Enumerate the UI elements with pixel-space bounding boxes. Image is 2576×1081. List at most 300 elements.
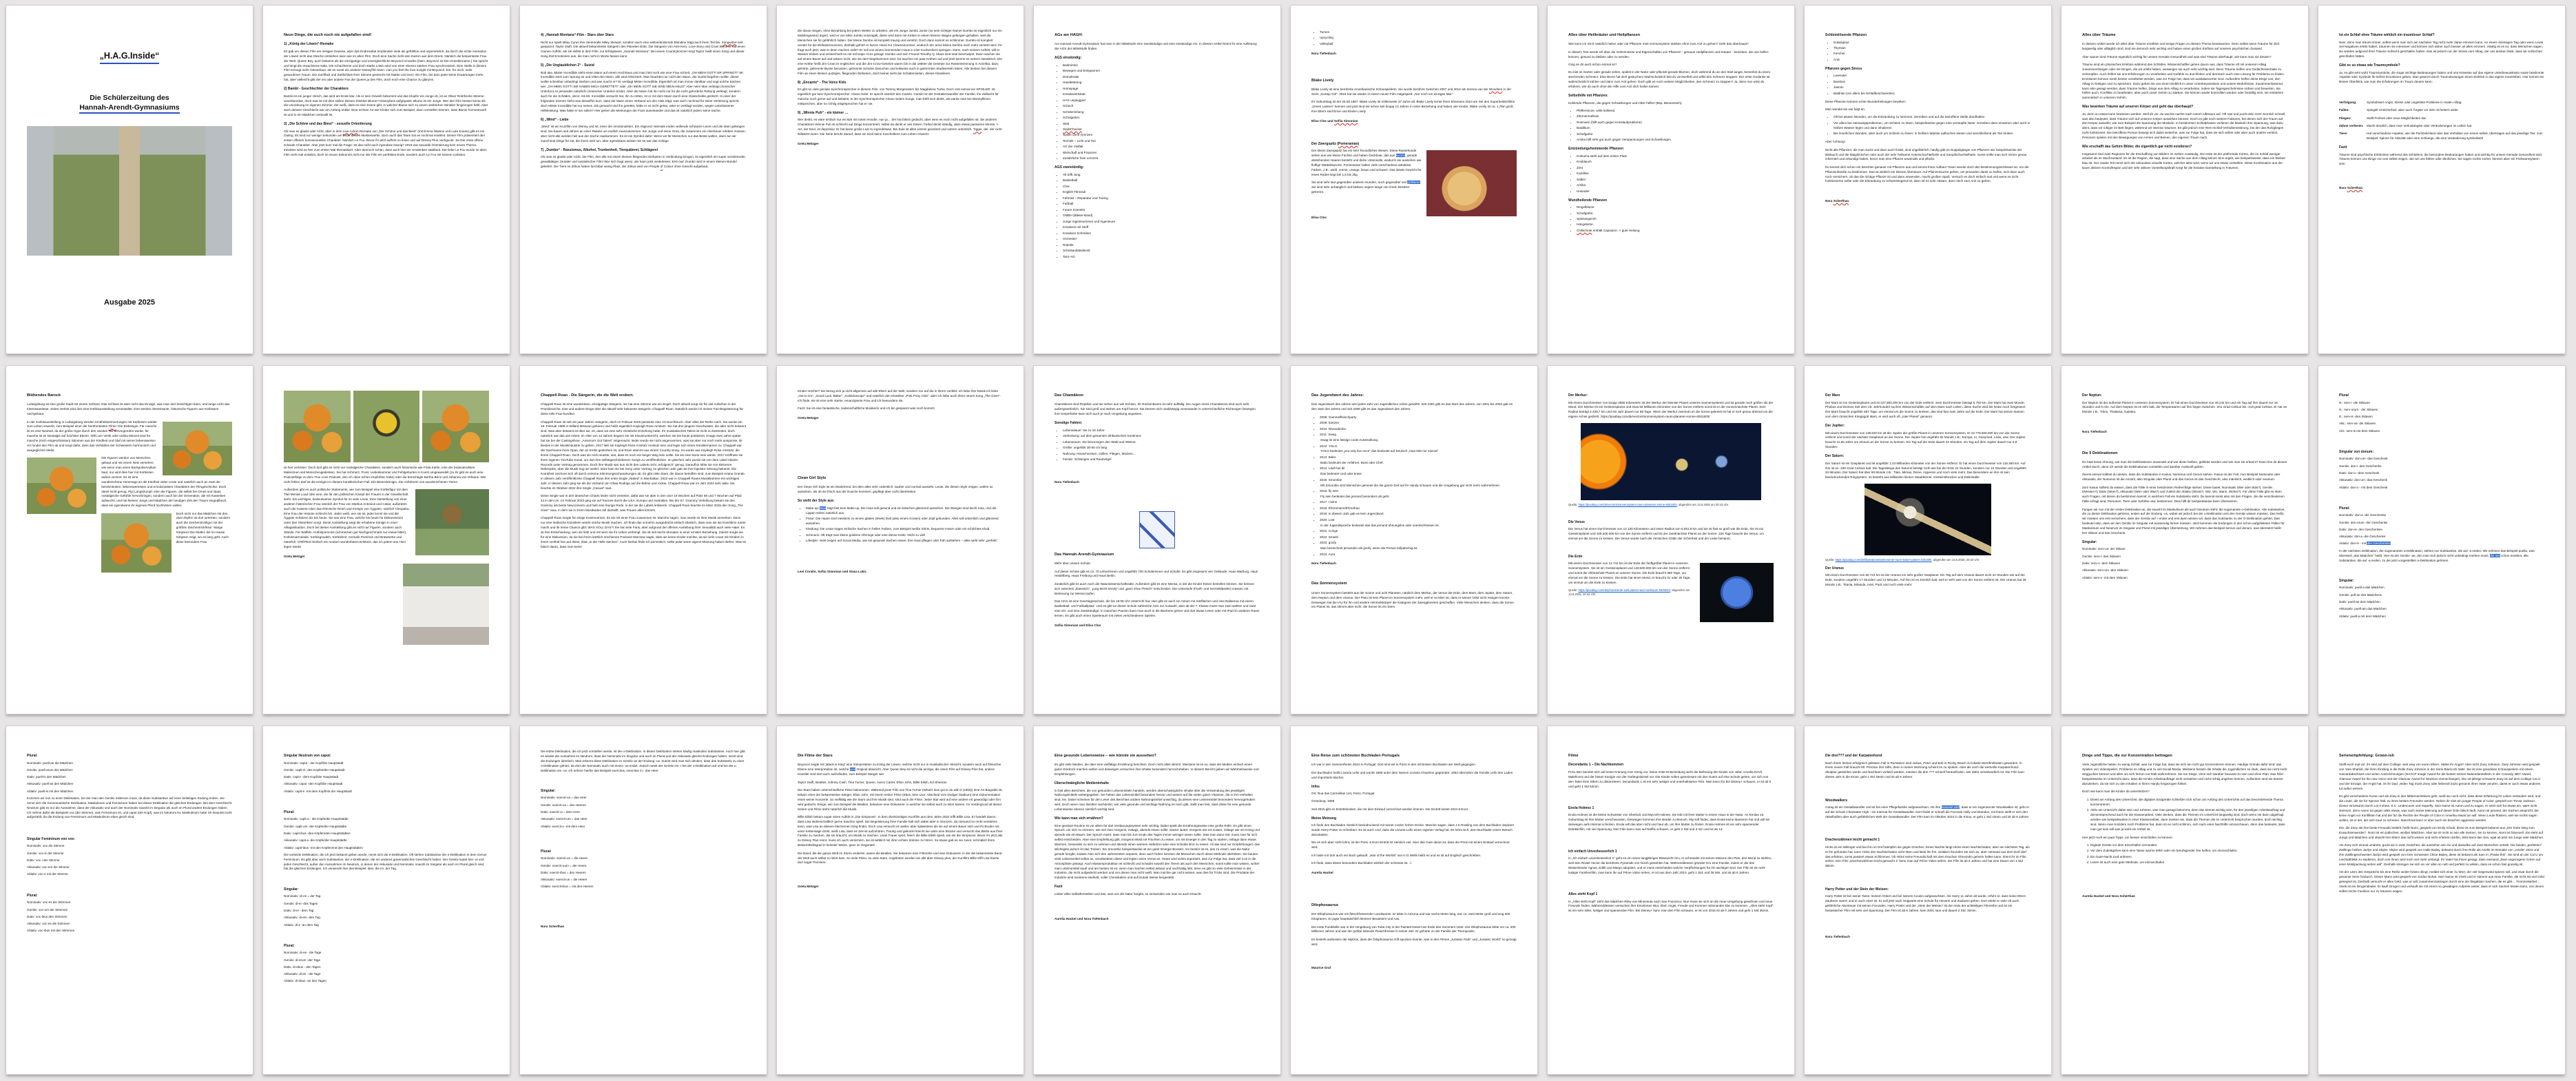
list-item: • Schulsanitätsdienst [1063,249,1260,254]
paragraph: Chamäleons sind Reptilien und sie sehen aus wie Echsen. Ihr Rückenkamm ist sehr auffällig. Die Augen eines Chamäleons sind auch sehr außergewöhnlich. Sie sind groß und stehen am Kopf hervor. Sie können sich unabhängig voneinander in unterschiedliche Richtungen bewegen. Ihre Körperfarbe kann sich auch je nach Umgebung anpassen. [1055,402,1256,416]
paragraph: Gründung: 1869 [1311,799,1335,803]
table-line: Ablativ: puell-is mit den Mädchen [27,789,74,793]
paragraph: Harry Potter ist bei seiner Tante, seinem Onkel und bei seinem Cousin aufgewachsen. Als Harry 11 Jahre alt wurde, erfuhr er, dass seine Eltern Zauberer waren und er auch einer ist. Er soll jetzt nach Hogwarts eine Schule für Hexerei und Zauberei gehen. Dort erlebt er viele oft auch gefährliche Abenteuer mit seinen Freunden. Harry Potter und der „Stein der Weisen“ ist der erste der achtteiligen Filmreihe und ist ein fantastischer Film mit sehr viel Spannung. Der Film ist ab 6 Jahren, kam 2001 raus und dauert 2 Std. 32min. [1825,894,2026,912]
spacer [1311,569,1517,577]
paragraph: Träume sind ein physisches Erlebnis während des Schlafes. Wissenschaftler gehen davon aus, dass Träume oft mit unserem Alltag zusammenhängen oder mit Dingen, die wir erlebt haben, weswegen sie auch sehr wichtig sind. Denn Träume helfen uns Gedächtnisinhalte zu verknüpfen. Auch helfen sie uns Erfahrungen zu verarbeiten und Gefühle zu durchleben und demnach auch eine Lösung für Probleme zu finden. Emotionen können somit besser verarbeitet werden, was zur Folge hat, dass wir ausbalancierter sind. Außerdem helfen diese Dinge uns, den Alltag zu festigen und zu speichern. Dazu geben sie uns einen Einblick in unser Unterbewusstsein und unsere Bedürfnisse. Zusammenfassend kann also gesagt werden, dass Träume helfen, Dinge aus dem Alltag zu verarbeiten, indem sie Tagesgeschehnisse ordnen und bewerten. Sie helfen auch, Konflikte zu bearbeiten, aber auch unser Gehirn zu stärken. Sie können weder kontrolliert werden oder freiwillig sein, sie entstehen automatisch in unserem Gehirn. [2082,63,2285,100]
article-heading: Dilophosaurus [1311,903,1339,907]
paragraph: Ich finde, dass dieser besondere Buchladen wirklich der schönste ist. ☺ [1311,861,1413,865]
table-line: Ablativ: capit-e -mit dem Kopf/mit der Hauptstadt [284,789,352,793]
list-item: • Holunder [1577,189,1774,194]
definition-term: Zähne verlieren: [2339,123,2364,127]
article-heading: Alles steht Kopf 1 [1568,892,1598,897]
page-r1c7[interactable] [1548,6,1794,353]
page-r1c9[interactable] [2061,6,2308,353]
paragraph: Kommen wir nun zu einer Deklination, bei der man den Genitiv mitlernen muss, da diese Substantive auf einer beliebigen Endung enden. Sie nennt sich die Konsonantische Deklination. Maskulinum und Femininum haben bei dieser Deklination die gleichen Endungen. Bei dem Geschlecht Neutrum gibt es nur die Ausnahme, dass der Akkusativ und auch der Nominativ sowohl im Singular als auch im Plural andere Endungen haben. Ich nehme dafür die Beispiele vox (die Stimme), was Femininum ist, und caput (der Kopf), was im Neutrum ist. Maskulinum habe ich bewusst nicht aufgezählt, da die Endung von Femininum und Maskulinum eben gleich sind. [27,796,232,819]
spacer [1055,466,1260,475]
highlighted-text: kurzen [1395,154,1406,158]
list-item: • Verbreitung: auf dem gesamten afrikanischen Kontinent. [1063,434,1260,439]
article-heading: Chappell Roan - Die Sängerin, die die Welt erobert. [541,393,634,398]
page-r2c9[interactable] [2061,366,2308,714]
spacer [1311,59,1517,74]
article-heading: 3) „Die Schöne und das Biest“ - sexuelle Orientierung [284,122,372,127]
paragraph: Die erste Fundstelle war in der Umgebung von Tuba City in der Painted Desert am Ende des Sommers 1942. Der Dilophosaurus lebte vor ca. 200 Millionen Jahren und war der größte lebende Fleischfresser in seiner Zeit. Er gehörte zu der Familie der Theropoden. [1311,925,1516,934]
paragraph: Kühlende Pflanzen, die gegen Schwellungen und Hitze helfen (Bsp. Bienenstich): [1568,101,1683,105]
article-heading: Singular: [2082,539,2097,544]
article-heading: Fazit [2339,145,2347,150]
table-line: Nominativ: don-a -die Geschenke [2339,513,2387,517]
definition-term: Fliegen: [2339,116,2351,120]
paragraph: Es gibt verschiedene Kurse und als Zoey in den Mitternachtskurs geht, weiß sie noch nicht, dass diese Erfahrung ihr Leben verändern wird, und die Leute, die sie für Spinner hält, zu ihren besten Freunden werden. Neben ihr sitzt ein junger People of Color, gespielt von Trevor Jackson. Dieser ist bekannt durch Let it shine, K.C. Undercover und Superfly. Sein Name ist Aaron und zu sagen, er setzt sich für etwas ein, wäre nicht stimmen, denn Aaron tut gegen alles etwas, was nach seiner Meinung auf dieser Erde falsch läuft. Aaron ist jemand, der Sachen anspricht, der keine Angst vor Konflikten hat und der für die Rechte der People of Color in Amerika etwas tun will. Wenn Leute flüstern, weil sie nichts sagen wollen, ist er der, der sich traut zu schreien. Manchmal kann er aber auch ein bisschen aggressiv werden. [2339,794,2541,822]
paragraph: Mit einem Durchmesser von 50.724 km ist der Uranus ein sehr großer Gasplanet. Ein Tag auf dem Uranus dauert nicht 24 Stunden wie auf der Erde, sondern ungefähr 17 Stunden und 14 Minuten. Auf ihm ist es ziemlich kalt, weil er sehr weit von der Sonne entfernt ist. Der Uranus hat 28 Monde z.B.: Titania, Miranda, Ariel, Puck und noch viele mehr. [1825,573,2026,587]
article-heading: 9) „Winnie Puh“ - ein kleiner … [798,110,849,115]
declension-table [27,761,232,794]
source-line: Quelle: https://pixabay.com/de/photos/erde-welt-planet-raum-weltraum-5593843, abgerufen am 13.6.2025, 20:42 Uhr [1568,588,1690,597]
paragraph: Als Zoey sich einmal umdreht, guckt sie in zwei Gesichter, die aussehen wie ein und dasselbe auf zwei Menschen verteilt. Die beiden „perfekten“ Zwillinge heißen Jazlyn und Skyler. Skyler wird gespielt von Halle Bailey, bekannt durch ihre Rolle als Arielle im Remake von „Arielle“ 2023 und ihre Zwillingsschwester Jazlyn wird gespielt von ihrer Schwester Chloe Bailey, diese ist bekannt als Sam in „Praise this“. Sie sind an der Cal U um Leichtathletik zu studieren, doch von ihnen wird noch viel mehr verlangt. Ihr Vater hat ihnen gesagt, dass niemand „Zwei ungezogene Gören auf einer Müslipackung sehen will“. Deshalb strengen sie sich an vor allen so nett und perfekt zu wirken, dass es schon fast gruselig ist. [2339,843,2544,866]
list-item: • Schafgarbe [1577,132,1774,137]
author-signature: Aurelia Hackel [1311,870,1333,874]
spacer [1568,878,1774,888]
table-line: Nominativ: serv-us- der Sklave [2082,547,2126,551]
paragraph: Doch nicht nur das Mädchen mit den zwei Zöpfen ist dort vertreten, sondern auch die Zeichentrickfigur mit der größten Zeichentrickfrisur: Marge Simpson! Die Mutter, die im Hause Simpson zeigt, wo es lang geht. Auch diese besondere Frau [176,511,231,544]
list-item: • Größe: ungefähr 30-50 cm lang [1063,446,1260,451]
definition-row [2339,108,2544,113]
list-item: • 2016: fly sein Fly sein bedeutet das jemand besonders ab geht. [1320,489,1517,500]
paragraph: Mehr über unsere Schule: [1055,562,1091,566]
paragraph: Es besteht außerdem der Mythos, dass der Dilophosaurus Gift spucken konnte, was in den Filmen „Jurassic Park“ und „Jurassic World“ so gezeigt wird. [1311,937,1517,946]
author-signature: Nora Scherthan [2339,185,2363,189]
table-line: Nominativ: voc-es die Stimmen [27,900,71,905]
paragraph: Fazit: Sie ist eine fantastische, leidenschaftliche Musikerin und ich bin gespannt was noch kommt! [798,406,935,411]
page-r1c5[interactable] [1034,6,1280,353]
author-signature: Nora Tiefenbach [1311,51,1336,55]
page-r3c3[interactable] [520,726,767,1074]
table-line: Dativ: voc-ibus den Stimmen [27,914,67,918]
table-line: Ablativ: don-is - mit den Geschenken [2339,542,2391,546]
paragraph: ist hier vertreten. Doch dort gibt es nicht nur nostalgische Charaktere, sondern auch historische wie Frida Kahlo, eine der bedeutendsten Malerinnen seit Menschengedenken. Sie hat Schmerz, Frust, Liebeskummer und Fehlgeburten in Kunst umgewandelt (zu ihr gibt es auch eine Podcastfolge zu dem True Love Podcast, den ich oben schon empfohlen habe) oder die berüchtigte Bertha Benz und Johanna von Orleans. Wer nicht fehlen darf ist die Königin! In diesem künstlerischen Fall: Die Bienenkönigin. Die Anführerin von wunderschönen Tieren. [284,466,486,484]
declension-table [2339,401,2544,434]
article-heading: Die Venus [1568,519,1585,524]
paragraph: Chappell Roan ist eine wunderbare, einzigartige Sängerin, sie hat eine Stimme wie ein Engel. Doch aktuell sorgt sie für viel Aufsehen in der Promibranche. Das und andere Dinge über die aktuell sehr bekannte Sängerin: Chappell Roan. Natürlich werde ich meiner Fan-Begeisterung für diese tolle Frau kundtun. [541,402,743,416]
page-r2c7[interactable] [1548,366,1794,714]
paragraph: In der nächsten Deklination, der sogenannten a-Deklination, stehen nur Substantive, die auf -a enden. Wir nehmen das Beispiel puella, was übersetzt „das Mädchen“ heißt. Hier ist der Genitiv -ae, den man sich jedoch nicht unbedingt merken muss, der wie schon erwähnt, alle Substantive, die auf -a enden, zu der jetzt vorgestellten a-Deklination gehören. [2339,548,2535,562]
list-item: • Make-up: Man trägt fast kein Make-up. Die Haut soll gesund und ein bisschen glänzend aussehen. Die Wangen sind leicht rosa, und die Lippen sehen natürlich aus. [806,506,1003,516]
list-item: • Frisur: Die Haare sind meistens zu einem glatten (sleek) Dutt (also einem Knoten) oder Zopf gebunden. Alles soll ordentlich und glänzend aussehen. [806,517,1003,526]
page-r3c6[interactable] [1291,726,1537,1074]
page-r2c10[interactable] [2318,366,2565,714]
page-r2c4[interactable] [777,366,1024,714]
page-r1c6[interactable] [1291,6,1537,353]
list [1825,41,2030,63]
table-line: Akk.: serv-os- die Sklaven [2339,422,2376,426]
list-item: • Salbei [1577,178,1774,183]
list-item: • 2009: hartzen [1320,421,1517,426]
article-heading: Der Saturn: [1825,454,1845,459]
list [1311,30,1517,47]
page-r2c6[interactable] [1291,366,1537,714]
definition-row [2339,101,2544,105]
paragraph: Eine gewisse Routine ist vor allem für das Verdauungssystem sehr wichtig. Dabei spielt die Ernährungsweise eine große Rolle. Es gibt einen Spruch, um sich zu erinnern, wie viel man morgens, mittags, abends essen sollte. Dieser lautet: morgens wie ein Kaiser, mittags wie ein König und abends wie ein Bauer. Der Spruch meint, dass man bis zum Ende des Tages immer weniger essen sollte. Was man dann isst, muss man für sich selbst entscheiden. Aber eine Empfehlung gibt, morgens Müsli mit Früchten zu essen, um mit Energie in den Tag zu starten, mittags dann etwas Warmes, Gesundes zu sich zu nehmen und abends einen warmen Haferbrei oder eine Scheibe Brot zu essen. All das sind nur Empfehlungen, das Wichtigste jedoch ist das Trinken. Ein Smoothie beispielsweise ist ein guter Energie-Booster. Am besten ist es, das zu essen, was die Natur gerade hergibt, sodass man sich den Jahreszeiten anpasst, denn auch früher konnten die Menschen durch diese Methode überleben. Sie bauten viele Lebensmittel selbst an, verarbeiteten diese und legten einen Vorrat an. Heute wird vieles importiert, was zur Folge hat, dass viel Co2 in die Atmosphäre gelangt. Auch Massenproduktion ist schlecht und schadet sowohl den Tieren als auch den Menschen, somit sollte man wissen, woher man Lebensmittel kauft und am besten ist es, wenn man Sachen selbst anbaut und nachhaltig lebt, denn es gibt so viele Geheimnisse in der Industrie, die nicht aufgedeckt werden und von denen man nicht weiß. Man möchte gar nicht wissen, was dies für Tricks sind. Die Produkte der Industrie sind meistens ekelhaft, voller Chemikalien und auf brutale Weise hergestellt. [1055,823,1260,880]
list [1825,115,2030,136]
table-line: Akkusativ: voc-em die Stimme [27,865,70,869]
article-heading: Singular: [284,887,299,892]
paragraph: Beyoncé zeigte mit „Black is King“ eine Interpretation zu König der Löwen, welche nicht nur in musikalischer Hinsicht, sondern auch auf filmischer Ebene eine Interpretation ist, welche vom Original abweicht. Aber Queen Bey ist nicht die einzige, die einen Film auf Disney Plus hat, andere Künstler sind dort auch aufzufinden, zum Beispiel Sänger wie: [798,763,1001,776]
list-item: • 2015: Smombie Mit Smombie sind Menschen gemeint die die ganze Zeit auf ihr Handy schauen und die Umgebung gar nicht mehr wahrnehmen. [1320,478,1517,488]
table-line: Akkusativ: exercit-us = die Heere [541,878,588,882]
list [1055,429,1260,462]
paragraph: Diese Pflanzen können echte Wunderheilungen bewirken [1825,99,1906,103]
declension-table [2339,457,2544,490]
list-item: • Zusätzliche freie Lernzeit [1063,156,1260,161]
list [1055,173,1260,260]
declension-table [2082,547,2287,580]
list-item: • Rosmarin (hilft auch gegen Kreislaufprobleme) [1577,121,1774,125]
page-r3c7[interactable] [1548,726,1794,1074]
paragraph: Insgesamt sind zwei Regionen für die Erschaffung von Bildern im Gehirn zuständig. Die erste ist der präfrontale Kortex, der im Schlaf weniger arbeitet als im Wachzustand. Es ist die Region, die sagt, dass eine Sache aus dem Alltag keinen Sinn ergibt, wie beispielsweise, dass ein Elefant blau ist. Der zweite Teil nennt sich der sekundäre visuelle Kortex, welcher aktiv wird, wenn wir uns etwas vorstellen. Diese Kombination aus der kaum aktiven Kontrollregion und der sehr aktiven Vorstellungskraft sorgt für die kreative Darstellung in Träumen. [2082,152,2285,170]
list-item: • AG der Vielfalt [1063,145,1260,150]
page-r3c2[interactable] [263,726,510,1074]
page-r2c8[interactable] [1805,366,2051,714]
table-line: Ablativ: serv-o -mit dem Sklaven [2082,575,2128,579]
spacer [1311,878,1517,899]
paragraph: Die vorletzte Deklination, die ich jetzt bekannt geben werde, nennt sich die e-Deklination. Oft stehen Substantive der e-Deklination in dem Genus Femininum. Es gibt aber auch Substantive, der e-Deklination, die ein anderes grammatisches Geschlecht haben. Der Genitiv lautet hier -ei und jedes Geschlecht, außer den Ausnahmen im Neutrum, in denen der Akkusativ und Nominativ, sowohl im Singular als auch im Plural gleich sind, hat die gleichen Endungen. Ich verwende hier das Beispiel: dies, die im. der Tag. [284,852,487,871]
page-r2c3[interactable] [520,366,767,714]
spacer [1311,950,1517,961]
page-r1c2[interactable] [263,6,510,353]
list-item: • English Filmclub [1063,190,1260,195]
paragraph: Das HAG ist eine Ganztagesschule, die bis 16:08 Uhr Unterricht hat. Hier gibt es auch ein Atrium mit Sitzflächen und eine Ballarena mit einem Basketball- und Fußballplatz. Und es gibt an dieser Schule zahlreiche AGs zur Auswahl, aber ab der 7. Klasse muss man zwei wählen und zwar eine ein- und eine zweistündige. In manchen Pausen kann man auch in die Bücherei gehen und dort etwas Lesen oder mit iPad im anderen Raum lernen. Es gibt auch einen Spieleraum mit vielen verschiedenen Spielen. [1055,599,1260,617]
table-line: Dativ: di-ebus - den Tagen [284,965,321,969]
list-item: • Skat [1063,122,1260,127]
paragraph: Die Venus hat einen Durchmesser von 12.100 Kilometern und einen Radius von 6.051,8 km und sie ist fast so groß wie die Erde. Sie ist ein Gesteinsplanet und 108.200.000 km von der Sonne entfernt und ist der zweitnächste Planet an der Sonne. 225 Tage braucht die Venus, um einmal um die Sonne zu kreisen. Die Venus wurde nach der römischen Göttin der Schönheit und der Liebe benannt. [1568,527,1764,541]
paragraph: Ort: Rua das Carmelitas 144, Porto, Portugal [1311,792,1375,796]
list [1311,415,1517,557]
list-item: • Fahrrad – Reparatur und Tuning [1063,196,1260,201]
article-heading: Das Chamäleon [1055,393,1083,398]
photo-pumpkin-bee [353,391,420,462]
spacer [2339,566,2544,575]
paragraph: Nicht nur spielt Miley Cyrus ihre Serienrolle Miley Stewart, sondern auch eine weltverändernde Blondine trägt auch ihren Teil bei, Songwriter-seit gespannt: Taylor Swift. Die aktuell bekannteste Sängerin des Planeten Erde. Die Sängerin von Anti-Hero, Love-Story und Cruel Summer hat einen Cameo-Auftritt, als sie selbst in dem Film, zur Erfolgsserie „Hannah Montana“. Bei einem Countrykonzert singt Taylor Swift einen Song und dieser Song löst Emotionen aus, die man nicht in Worte fassen kann. [541,40,745,59]
article-heading: Der Mars [1825,393,1840,398]
list-item: • Lebensraum: Sie bevorzugen den Wald und Wärme. [1063,440,1260,445]
page-r1c8[interactable] [1805,6,2051,353]
table-line: Nominativ: don-um -das Geschenk [2339,457,2388,461]
declension-table [2339,513,2544,546]
spacer [27,823,232,833]
photo-pumpkin-olaf [27,457,96,514]
table-line: Dativ: serv-o -dem Sklaven [2082,561,2121,565]
page-r2c1[interactable] [6,366,253,714]
table-line: Dativ: capit-ibus -den Köpfen/den Hauptstädten [284,831,351,835]
page-r2c2[interactable] [263,366,510,714]
list-item: • Badminton [1063,63,1260,68]
list-item: • Spitzwegerich [1577,217,1774,222]
article-heading: Der Zwergspitz (Pomeranian) [1311,141,1360,146]
list-item: • Kurkuma steht auf dem ersten Platz [1577,154,1774,159]
page-r1c3[interactable] [520,6,767,353]
list-item: • Handlettering [1063,81,1260,85]
list-item: • Kreatives Schreiben [1063,231,1260,236]
list-item: • Feinde: Schlangen und Raubvögel [1063,457,1260,462]
page-r3c1[interactable] [6,726,253,1074]
table-line: Dativ: capit-i -dem Kopf/der Hauptstadt [284,775,339,779]
misspelled-text: Filme [108,424,116,429]
list [1825,74,2030,96]
list-item: • Kamillen [1577,172,1774,176]
article-heading: Die drei??? und der Karpatenhund [1825,754,1882,758]
paragraph: Kinder möchte? Sie bezog sich ja nicht allgemein auf alle Eltern auf der Welt, sondern nur auf die in ihrem Umfeld. Ich liebe ihre Musik ich liebe „Hot to Go“, „Good Luck, Babe!“, „Kaleidoscope“ und natürlich den Klassiker „Pink Pony Club“, aber ich liebe auch ihren neuen Song „The Giver“. Ich finde, sie ist eine sehr starke, emanzipierte Frau und ich bewundere sie. [798,389,1001,402]
table-line: Ablativ: exercit-u -mit dem Heer [541,824,585,828]
list-item: • 2018: Ehrenmann/Ehrenfrau [1320,506,1517,511]
paragraph: Ich war in den Sommerferien 2024 in Portugal. Dort sind wir in Porto in den schönsten Buchladen der Welt gegangen. [1311,763,1476,767]
list-item: • Basilikum [1577,126,1774,131]
highlighted-text: den Geschenken [2367,542,2391,546]
table-line: Nominativ: caput - der Kopf/die Hauptstadt [284,761,344,765]
table-line: Ablativ: don-o - mit dem Geschenk [2339,485,2388,489]
table-line: Dativ: don-is- den Geschenken [2339,527,2383,531]
table-line: Genitiv: di-ei -des Tages [284,901,318,905]
misspelled-text: Songwriter [721,40,737,44]
table-line: Genitiv: puell-arum der Mädchen [27,768,73,772]
list-item: • HAG unplugged [1063,99,1260,103]
photo-saturn [1865,484,1992,555]
spacer [798,424,1003,472]
author-signature: Greta Metzger [798,142,819,146]
list [2082,843,2287,865]
table-line: Nominativ: exercit-us = das Heer [541,796,587,800]
article-heading: 1) „König der Löwen“-Remake [284,42,334,47]
list-item: • Kleidung: Die Leute tragen einfache Sachen in hellen Farben, zum Beispiel weiße Shirts, bequeme Hosen oder ein schlichtes Kleid. [806,527,1003,532]
source-link[interactable]: https://pixabay.com/de/photos/erde-welt-planet-raum-weltraum-5593843 [1578,588,1670,592]
table-line: Ablativ: di-e -an dem Tag [284,923,319,927]
article-heading: Die 5 Deklinationen [2082,451,2118,455]
highlighted-text: der wie [2490,553,2500,557]
table-line: Genitiv: exercit-uum = der Heere [541,863,587,867]
paragraph: Wie kann ich mich natürlich heilen oder mit Pflanzen mein Immunsystem stärken ohne zum Arzt zu gehen? Geht das überhaupt? [1568,42,1749,46]
list-item-note: Babo bedeutet der Anführer, Boss oder Chef. [1320,460,1384,464]
list [798,506,1003,544]
list [1568,154,1774,194]
highlighted-text: Man [820,506,827,510]
list-item: 4. Lesen ist auch eine gute Methode, um einzuschlafen. [2090,861,2287,865]
definition-text: Symbolisiert Angst, Stress oder ungelöste Probleme in realen Alltag. [2367,100,2462,104]
article-heading: Meine Meinung [1311,816,1337,821]
paragraph: Chappell Roan ist seit ein paar Jahren Sängerin, doch im Februar 2025 passierte eine Art Durchbruch. Aber alles der Reihe nach. Sie wurde am 19. Februar 1998 in Willard Missouri geboren und heißt eigentlich Kayleigh Rose Amstutz. Sie hat drei jüngere Geschwister, die aber nicht bekannt sind. Was aber bekannt ist über sie, ist, dass sie eine sehr christliche Erziehung hatte. Ihr musikalisches Talent ist nicht zu bestreiten, doch natürlich war das viel Arbeit. Im Alter von 12 Jahren begann sie mit Klavierunterricht, welchen sie bis heute praktiziert. Knapp zwei Jahre später hat sie bei der Castingshow: „America's Got Talent“ mitgemacht, leider wurde sie nicht angenommen, was sie aber nur noch mehr anspornte, ihr Bestes in der Musikindustrie zu geben. 2017 ließ sie Kayleigh Rose Amstutz Amstutz sein und legte sich einen Künstlernamen zu. Chappell war der Nachname ihres Opas, der an Krebs gestorben ist, und Roan stammt aus einem Country-Song. So wurde aus Kayleigh Rose Amstutz, die Ikone Chappell Roan. Doch was sie nicht wusste, war, dass es noch ein langer Weg sein sollte, bis sie eine Ikone sein würde. 2017 eröffnete sie ihren eigenen YouTube Kanal, um dort ihre selbstgeschriebenen Songs zu veröffentlichen. Im gleichen Jahr wurde sie von dem Label Atlantic Records unter Vertrag genommen. Doch ihre Musik war aus Sicht des Labels nicht „erfolgreich“ genug. Daraufhin lebte sie von kleineren Nebenjobs, aber die Musik trug sie weiter. 2022 kam sie bei Sony unter Vertrag, im gleichen Jahr gab sie ihre bipolare Störung bekannt. Die Krankheit zeichnet sich oft durch extreme Stimmungsschwankungen ab. Es gibt viele Stars, die davon betroffen sind, zum Beispiel Ariana Grande. In diesem Jahr veröffentlichte Chappell Roan ihre erste Single „Naked“ in Manhattan. 2022 war in Chappell Roans Musikkarriere ein wichtiges Jahr, in diesem Jahr ging sie als die Vorband von Olivia Rodrigo auf die Bühne und rockte. Chappell Roan war im Jahr 2022 sehr aktiv. Sie brachte im Oktober 2022 ihre Single „Casual“ raus. [541,420,746,491]
table-line: Akkusativ: di-em -den Tag [284,916,320,920]
paragraph: Die Figuren werden von Menschen gebaut und mit einem Netz versehen, wie wenn man einen Backpulvervulkan baut, nur wird dies hier mit Kürbissen außen verziert. Es ist eine wunderschöne Hommage an die Kindheit vieler Leute und natürlich auch an zwei der berühmtesten, liebenswertesten und emotionalsten Charaktere der Filmgeschichte. Doch damit nicht genug. Pipi Langstrumpf, eine der Figuren, die selbst bei Omas und Opas nostalgische Gefühle hervorbringen, sondern auch bei der Generation, die mit Kassetten aufwuchs, und hat kleinen Jungs und Mädchen der heutigen Zeit den Traum eingepflanzt, dass sie irgendwann ihr eigenes Pferd hochheben wollen. [101,456,227,508]
table-line: Ablativ: voc-ibus mit den Stimmen [27,929,75,933]
paragraph: Das Jugendwort des Jahres wird jedes Jahr von Jugendlichen online gewählt. Seit 1991 gibt es das Wort des Jahres, von 2001 bis 2003 gab es den Satz des Jahres und seit 2008 gibt es das Jugendwort des Jahres. [1311,402,1513,411]
article-heading: 5) „Die Unglaublichen 2“ - Suizid [541,63,594,68]
source-line: Quelle: https://pixabay.com/de/vectors/sonnensystem-raum-planeten-sonne-8261803, abgerufen am 13.6.2025 um 20:43 Uhr [1568,502,1729,506]
list-item: • Jasmin [1834,85,2030,90]
article-heading: Drachenzähmen leicht gemacht 1 [1825,838,1880,843]
table-line: Ablativ: exercit-ibus = mit den Heeren [541,885,594,889]
spacer [2339,493,2544,502]
paragraph: Nicht alle Pflanzen, die man sucht und dann auch findet, sind ungefährlich, häufig gibt es Doppelgänger von Pflanzen wie beispielsweise der Bärlauch und die Maiglöckchen oder auch der sehr heilsame Ackerschachtelhalm und Sumpfschachtelhalm. Somit sollte man sich immer genau informiert und erkundigt haben, bevor man eine Pflanze anwendet und pflückt. [1825,147,2027,161]
declension-table [541,856,746,889]
paragraph: Der Clean Girl Style ist ein Modetrend, bei dem alles sehr ordentlich, sauber und normal aussieht. Leute, die diesen Style mögen, wollen so aussehen, als ob sie frisch aus der Dusche kommen, gepflegt aber nicht übertrieben. [798,485,993,494]
list-item: • Oft bei akuten Wunden, um die Entzündung zu hemmen: Zerreiben und auf die betroffene Stelle draufhalten [1834,115,2030,120]
table-line: Nominativ: di-es = der Tag [284,894,321,898]
table-line: Genitiv: exercit-us = des Heeres [541,803,586,807]
paragraph: Wo es sich aber nicht lohnt, ist der Preis. 8 Euro Eintritt ist ziemlich viel. Aber das Gute daran ist, dass der Preis mit einem Einkauf verrechnet wird. [1311,841,1510,850]
misspelled-text: Woodsen [1488,87,1503,92]
article-heading: Clean Girl Style [798,475,827,480]
article-heading: Der Merkur: [1568,393,1588,398]
list-item: • Eukalyptus [1834,41,2030,45]
page-r1c1[interactable] [6,6,253,353]
paragraph: Es gab um diesen Film ein riesiges Gewese, aber das Endresultat empfanden viele als gefühllos und unpersönlich, da durch die echte Animation der Löwen nicht das Gleiche entstehen kann wie im alten Film. Doch eine Sache zieht den Karren aus dem Dreck. Nämlich die bekannteste Frau der Welt. Queen Bey, auch bekannt als die einzigartige und unvergleichliche Beyoncé Knowles (Nein, Beyoncé ist kein Künstlername.) Sie spricht und singt die erwachsene Nala. Die schüchterne und doch starke Löwin wird von einer ebenso starken Frau synchronisiert. Eine Stelle in diesem Film erzeugt mehr Gänsehaut, als es sonst ein anderer Disneyfilm kann: Can you feel the love tonight mit Beyoncé. Ein, für mich, wahr gewordener Traum. Die Sanftheit und Zärtlichkeit ihrer Stimme gemischt mit Stärke und Herz. Ein Film, bei dem jeder keine Erwartungen mehr hat, aber vielleicht gibt der ein oder andere Fan der Queen ja den Film, doch noch eine Chance zu glänzen. [284,49,488,82]
paragraph: Es gibt so viele geniale Synchronsprecher in diesem Film, von Tommy Morgenstern bis Magdalena Turba. Doch erst einmal ein SPOILER: Ist eigentlich gar kein Synchronsprecher. Alvaro Soler. Er spricht nämlich den Camilo. Camilo ist der Gestaltenwandler der Familie, ihn vielleicht für manche noch gerne auf und liebstes, in der Synchronsprecher Alvaro Solers Songs, man fühlt sich direkt, als würde man bei Disneyfilmen mitsprechen, aber so richtig mitgesprochen hat er nie. [798,87,999,106]
page-r3c9[interactable] [2061,726,2308,1074]
list-item: • Nahrung: Heuschrecken, Grillen, Fliegen, Mücken… [1063,452,1260,457]
page-r2c5[interactable] [1034,366,1280,714]
page-r3c8[interactable] [1805,726,2051,1074]
paragraph: Wer denkt, es wäre einfach nur ein Bär mit rotem Hoodie, nun ja… der hat falsch gedacht, aber wem es noch nicht aufgefallen ist: die anderen Charaktere! Winnie Puh ist schlecht auf Dinge konzentriert, selbst da denkt er ans Essen. Ferkel denkt ständig, dass etwas passieren könnte. I-AH, der Esel, ist depressiv. Er hat keine große Lust zu irgendetwas. Bei Eule ist alles extrem geordnet und extrem ordentlich. Tigger, der, der nicht stillsitzen kann. Die Serie beruht darauf, dass ein Kind seine Kuscheltiere zum Leben erweckt. [798,118,1002,136]
misspelled-text: of [660,164,663,168]
author-signature: Nora Tiefenbach [2082,429,2107,433]
paragraph: Enola Holmes ist die kleine Schwester von Sherlock und Mycroft Holmes. Sie lebt mit ihrer Mutter in einem Haus in der Natur. An Enolas 16. Geburtstag ist ihre Mutter verschwunden. Deswegen kommen ihre Brüder zu Besuch. Mycroft findet, dass Enola keine Manieren hat und will sie deswegen aufs Internat schicken. Enola will das aber nicht und haut ab, um ihre Mutter zu finden. Enola Holmes ist ein sehr spannender Detektivfilm, mit viel Spannung. Den Film kann man auf Netflix schauen, er geht 2 Std und 3 min und ist ab 12. [1568,813,1770,832]
list-item: • Zitronenmelisse [1577,114,1774,119]
definition-row [2339,132,2544,141]
paragraph: Unser Sonnensystem besteht aus der Sonne und acht Planeten, nämlich dem Merkur, der Venus der Erde, dem Mars, dem Jupiter, dem Saturn, dem Neptun und dem Uranus. Der Pluto ist kein Planet im Sonnensystem mehr, weil er so klein ist, dass er seinen Orbit nicht reinigen konnte. Deswegen hat die IAU für ihn und andere Himmelskörper die Kategorie der Zwergplaneten geschaffen. Viele Menschen denken, dass die Sonne ein Planet ist, das stimmt aber nicht, die Sonne ist ein Stern. [1311,590,1514,609]
list [2082,798,2287,832]
definition-text: Spiegelt Unsicherheit, aber auch Ängste vor dem Scheitern wider. [2367,108,2459,112]
table-line: Abl.: serv-is mit dem Sklaven [2339,429,2380,433]
list-item: • 2023: goofy Man bezeichnet jemanden als goofy, wenn die Person tollpatschig ist. [1320,541,1517,551]
page-r3c10[interactable] [2318,726,2565,1074]
photo-earth [1700,563,1774,622]
spacer [2339,170,2544,181]
photo-pumpkin-frida [101,513,171,573]
photo-crepes-trailer [403,564,489,645]
article-heading: Selbsthilfe mit Pflanzen: [1568,94,1608,99]
paragraph: Ja, es gibt sehr wohl Traumsymbole, die sogar wichtige Bedeutungen haben und uns Hinweise auf das eigene Unterbewusstsein sowie bestimmte Aspekte oder Symbole für tiefere Emotionen geben. Man gewinnt durch Traumdeutungen einen Einblick in das eigene Innenleben. Hier kommt ein kleiner Überblick, wie man die Erfahrungen im Traum deuten kann: [2339,70,2544,84]
table-line: Genitiv: di-erum -der Tage [284,958,321,962]
article-heading: Wundheilende Pflanzen [1568,198,1608,203]
table-line: Dativ: exercit-ui = dem Heer [541,810,581,814]
paragraph: Die, die Zoey als ihre beste Freundin betitelt, heißt Nomi, gespielt von Emily Arlook, diese ist zum Beispiel bekannt aus „Der harte Weg zum Erwachsenwerden“. Nomi ist ein jüdisches, weißes Mädchen. Aber sie ist nicht so wie alle meinen, sie zu kennen. Nomi ist bisexuell. Sie steht auf Jungs und Mädchen und obwohl ihre Eltern das nicht wissen und nicht erfahren dürfen, liebt Nomi den Sex, egal ob jetzt mit Jungs oder Mädchen. [2339,826,2544,839]
article-heading: Wie erschafft das Gehirn Bilder, die eigentlich gar nicht existieren? [2082,145,2192,150]
list-item: • Alt trifft Jung [1063,173,1260,178]
paragraph: In fast allen Berichten, die von gesunden Lebensmitteln handeln, werden überschwängliche Inhalte über die Verwendung des jeweiligen Nahrungsmittels weitergegeben. Sie heben das Lebensmittel besonders hervor und weisen auf die vielen guten Vitamine, die in ihm enthalten sind, hin. Dabei scheinen für den Leser des Berichtes andere Nahrungsmittel unwichtig, da dieses eine Lebensmittel besonders hervorgehoben wird. Doch wenn man darüber nachdenkt, wie viele gesunde und wichtige Nahrung es noch gibt, stellt man fest, dass diese für eine gesunde Lebensweise ebenso ziemlich wichtig sind. [1055,788,1256,812]
spacer [284,930,489,940]
paragraph: Ich finde den Buchladen ziemlich beeindruckend mit seiner coolen hohen Decke. Manche sagen, dass J.K.Rowling von dem Buchladen inspiriert wurde Harry Potter zu schreiben. Es ist auch cool, dass die Livraria Lello einen eigenen Verlag hat. Es lohnt sich, dem Buchladen einen Besuch abzustatten. [1311,823,1514,837]
list-item: • Chor [1063,185,1260,189]
spacer [1825,916,2030,930]
list [1568,205,1774,234]
article-heading: Singular Femininum von vox: [27,836,76,841]
article-heading: Harry Potter und der Stein der Weisen: [1825,887,1889,892]
table-line: Dativ: voc-i der Stimme [27,858,60,862]
table-line: Akkusativ: puell-am das Mädchen [2339,607,2387,611]
list-item: • Arnika hilft sehr gut auch gegen Verspannungen und Schwellungen [1577,138,1774,143]
article-heading: Eine Reise zum schönsten Buchladen Portugals [1311,754,1400,758]
article-heading: Entzündungshemmende Pflanzen [1568,147,1624,152]
page-r3c4[interactable] [777,726,1024,1074]
list-item: 2. Vor dem Zubettgehen kann eine Tasse warme Milch oder ein beruhigender Tee helfen, um einzuschlafen. [2090,849,2287,854]
list-item-note: Das bedeutet cool oder krass. [1320,472,1363,476]
spacer [1825,187,2030,194]
list-item: • 2024: Aura [1320,553,1517,557]
paragraph: Bob aka. Mister Incredible sieht einen Mann auf einem Hochhaus und man hört noch wie eine Frau schreit: „OH MEIN GOTT! ER SPRINGT!“ Mr. Incredible setzt zum Sprung an und rettet den Mann, alle sind erleichtert. Man beachtet nur nicht den Mann, der Suizid begehen wollte, dieser wollte scheinbar unbedingt sterben und was macht er? Er verklagt Mister Incredible. Eigentlich ist man immer dankbar und sagt solche Sachen wie: „OH MEIN GOTT! SIE HABEN MICH GERETTET!“ oder „OH MEIN GOTT SIE SIND MEIN HELD!“ Aber nein! Man verklagt (ironischer Unterton) so jemanden natürlich! (Ironischer Unterton Ende). Aber der Mann hat ihn nicht nur für die nicht geforderte Rettung verklagt, sondern auch für die Schäden, denn: Als Mr. Incredible versucht hat, ihn zu retten, ist er mit dem Mann durch eine Glasscheibe gestürzt. In einer der folgenden Szenen sieht man daraufhin kurz, dass der Mann einen Verband um den Hals trägt, was auch nochmal für seine Verletzung spricht, doch Mister Incredible hat nur seinen Job gemacht und ihn gerettet, hätte er es nicht getan, wäre er verklagt worden, wegen unterlassener Hilfeleistung. Was hätte er tun sollen? Hier gehen die Meinungen der Fans auseinander und das ist natürlich jedem seine Sache. [541,70,744,112]
photo-pumpkin-figures [284,391,351,462]
author-signature: Nora Scherthan [541,924,565,928]
paragraph: Mit einem Durchmesser von knapp 4880 Kilometern ist der Merkur der kleinste Planet unseres Sonnensystems und ist gerade noch größer als der Mond. Der Merkur ist ein Gesteinsplanet und etwa 58 Millionen Kilometer von der Sonne entfernt somit ist er der sonnennächste Planet. Sein Radius beträgt 2.439,7 km und ein Jahr dauert nur 88 Tage. Wenn der Merkur zweimal um die Sonne gekreist ist hat er sich genau dreimal um die eigene Achse gedreht. https://pixabay.com/de/vectors/sonnensystem-raum-planeten-sonne-8261803/ [1568,400,1774,419]
article-heading: AGS zweistündig: [1055,165,1084,170]
table-line: Akkusativ: exercit-um = das Heer [541,817,588,821]
table-line: Nominativ: puell-ae die Mädchen [27,761,73,765]
list-item: • Chilischote enthält Capsaicin -> gute Heilung [1577,229,1774,234]
declension-table [2339,586,2544,619]
list-item: • Schafgarbe [1577,212,1774,216]
spacer [1568,511,1774,516]
table-line: Dativ: puell-is den Mädchen [27,775,66,779]
page-r1c10[interactable] [2318,6,2565,353]
author-signature: Elisa Clos [1311,215,1327,219]
declension-table [284,894,489,927]
article-heading: Plural: [27,754,38,758]
author-signature: Nora Tiefenbach [1055,480,1079,484]
list-item: 2. Aktiv am Unterricht dabei sein und zuhören, was man gesagt bekommt, denn das könnte wichtig sein, für den jeweiligen Arbeitsauftrag und dementsprechend auch für die Klassenarbeit. Viele denken, dass die Themen im Unterricht langweilig sind, doch wenn sie dann abgefragt werden wie beispielsweise in einer Klassenarbeit, dann merken sie, dass die Themen die im Unterricht besprochen wurden, doch wichtig sind. Wenn man trotzdem noch Probleme hat, dann ist es nicht schlimm, sich nach einer Nachhilfe umzuschauen, denn das bedeutet, dass man gut sein will was ja wohl ein Vorteil ist. [2090,808,2287,832]
author-signature: Nora Scherthan [1825,198,1849,203]
paragraph: In diesem Text werde ich über die Geheimnisse und Eigenschaften von Pflanzen - genauer Heilpflanzen und Kräuter - berichten, die uns helfen können, gesund zu bleiben oder zu werden. [1568,50,1769,59]
article-heading: Plural: [2339,506,2350,511]
spacer [1825,872,2030,883]
article-heading: Singular Neutrum von caput: [284,754,331,758]
paragraph: „Wind“ ist ein Kurzfilm von Disney und ist, einer der emotionalsten. Ein Abgrund. Niemals enden wollende schwarze Leere und die darin gefangen sind. Sie bauen seit Jahren an einer Rakete um endlich rauszukommen. Ein Junge und seine Oma, die zusammen ein Abenteuer erleben müssen, aber nicht alle werden heil aus der Sache rauskommen. Es ist ein Symbol dafür: Wenn wir für Menschen nur das Beste wollen, dann tun wir manchmal Dinge für sie, die ihnen weh tun, aber irgendwann wissen sie es war das richtige. [541,125,747,143]
page-r3c5[interactable] [1034,726,1280,1074]
list-item: • Schülerzeitung [1063,110,1260,115]
paragraph: In der Kürbisausstellung in Ludwigsburg werden Kindheitserinnerungen mit Kürbissen wieder zum Leben erweckt, zum Beispiel einer der berühmtesten Filme: Die Eiskönigin. Für manche ist es eine Neuheit, da der große Hype durch den zweiten Teil hervorgerufen wurde, für manche ist es Nostalgie auf höchster Ebene. Will.i.am Versk oder Indina Menzel sind für manche (mich eingeschlossen) Stimmen aus der Kindheit und Olaf mit seiner liebenswerten Art rundet den Film ab und sorgt dafür, dass das Verhältnis der Schwestern harmonisch und ausgeglichen bleibt. [27,420,157,452]
article-heading: Infos [1311,784,1320,789]
paragraph: Sie sind sehr laut gegenüber anderen Hunden, auch gegenüber viel größeren. Sie sind sehr anhänglich und bleiben ungern lange von ihrem Besitzer getrennt. [1311,181,1422,194]
highlighted-text: größeren [1407,181,1420,185]
paragraph: Ob man es glaubt oder nicht, aber in dem Live-Action-Remake von „Die Schöne und das Biest“ (mit Emma Watson und Luke Evans) gibt es ein Outing. Es sind nur wenige Sekunden am Ende dieses Meisterwerks, doch auch das Team hat es nochmal erwähnt: Dieser Film präsentiert den ersten offenen homosexuellen Charakter. Nämlich Le Fou. Bevor ihr jetzt aufhört zu lesen und auf Disney Plus nachguckt: Ja! Der erste offene schwule Charakter. Aber jetzt kurz mal die Frage: Ist das nicht auch irgendwie traurig? 2019 war sexuelle Orientierung kein neues Thema, trotzdem wird es hier zum ersten Mal thematisiert. Aber dennoch schön, dass auch hier ein Umdenken stattfand. Der liebe Le Fou wurde im alten Film nicht mal erwähnt, doch im neuen bekommt nicht nur der Film ein perfektes Ende, sondern auch Le Fou mit seinem Liebsten. [284,129,487,157]
misspelled-text: Tigger [973,127,982,132]
article-heading: Plural [2339,393,2349,398]
article-heading: Das Sonnensystem [1311,581,1347,586]
photo-pumpkin-arch [163,422,232,475]
paragraph: In „Alles steht Kopf“ zieht das Mädchen Riley von Minnesota nach San Francisco. Nun muss sie sich an die neue Umgebung gewöhnen und neue Freunde finden. Währenddessen versuchen ihre Emotionen Wut, Ekel, Angst, Freude und Kummer miteinander klar zu kommen. „Alles steht Kopf“ ist ein sehr toller, lustiger und spannender Film. Bei Disney+ kann man den Film schauen, er ist von 2015 ist ab 0 Jahren und geht 1 Std 35min. [1568,899,1774,913]
paragraph: Aber Achtung! [1825,140,1845,144]
page-r1c4[interactable] [777,6,1024,353]
definition-text: Hat verschiedene Aspekte, wie die Persönlichkeit oder das Verhalten von einem selbst, übertragen auf das jeweilige Tier, zum Beispiel: Spinne für Aktivität oder eine Schlange, die eine Veränderung symbolisiert [2367,132,2543,141]
list-item: • Lifestyle: Viele zeigen auf Social Media, wie sie gesunde Sachen essen, ihre Haut pflegen oder früh aufstehen – alles wirkt sehr „perfekt“. [806,539,1003,544]
paragraph: Ich habe mir dort auch ein Buch gekauft. „War of the Worlds“ von H.G.Wells heißt es und es ist auf Englisch geschrieben. [1311,853,1482,857]
article-heading: AGs am HAGH: [1055,33,1083,37]
list-item: • Schach [1063,104,1260,109]
article-heading: Der Uranus [1825,566,1844,570]
table-line: N.: serv-i -die Sklaven [2339,400,2370,404]
table-line: Akkusativ: capit-a -die Köpfe/die Hauptstädte [284,838,347,843]
table-line: Nominativ: vox die Stimme [27,844,65,848]
article-heading: Die Erde [1568,554,1583,559]
paragraph: Stellt euch mal vor, ihr seid auf dem College, weit weg von euren Eltern. Hättet ihr Angst? Aber nicht Zoey Johnson. Zoey Johnson wird gespielt von Yara Shahidi, die ihren Einstieg in die Rolle Zoey Johnson in der Serie Black-ish hatte. Sie ist eine grandiose Schauspielerin mit einem Harvardabschluss und vielen Auszeichnungen (NAACP Image Award für die besten Serien-Nebendarstellerin in der Comedy, BET Award, Glamour Award for the new Voice und der Glamour Award for NewGen Gamechanger). Die 18-jährige schwarze Zoey ist auf dem College Cal U und der Einzige, der Angst hat, ist ihr Dad. Jeden Tag muss Zoey oder liebevoll ZoZo genannt ihren Vater anrufen, damit er auch etwas anderes tut außer weinen. [2339,763,2541,790]
article-heading: Pflanzen gegen Stress [1825,66,1862,71]
source-link[interactable]: https://pixabay.com/de/illustrations/astronomie-raum-saturn-planet-3261894 [1835,557,1932,562]
paragraph: Ging es dir auch schon einmal so? [1568,63,1617,67]
definition-row [2339,124,2544,129]
paragraph: Du kennst dich schon ein bisschen genauer mit Pflanzen aus und kennst ihren Aufbau? Dann wende doch den Bestimmungsschlüssel an, um die Pflanzenfamilie zu bestimmen. Das ist wirklich ein kleines Abenteuer. Auf Pflanzensuche gehen, um jemanden damit zu helfen, sich dann auch noch versichern, ob das die richtige Pflanze ist und dann anwenden, macht großen Spaß. Versuch es doch einfach mal und wenn es nicht funktionieren sollte oder die Erkrankung zu schwerwiegend ist, dann ist es sehr ratsam, dann doch zum Arzt zu gehen. [1825,165,2029,183]
author-signature: Elisa Clos und Sofiia Simonian [1311,119,1358,123]
table-line: Nominativ: puell-a das Mädchen [2339,586,2385,590]
source-link[interactable]: https://pixabay.com/de/vectors/sonnensystem-raum-planeten-sonne-8261803 [1578,502,1677,506]
table-line: Akkusativ: voc-es die Stimmen [27,922,70,926]
list-item: • Schmuck: Oft trägt man kleine goldene Ohrringe oder eine dünne Kette. Nicht zu viel! [806,533,1003,538]
newspaper-subtitle: Die Schülerzeitung des [90,93,169,102]
paragraph: Zum Kasus solltest du wissen, dass die Fälle in einer bestimmten Reihenfolge stehen. Diese lautet: Nominativ (Wer oder Was?), Genitiv (Wessen?), Dativ (Wem?), Akkusativ (Wen oder Was?) und zuletzt der Ablativ (Womit?, Wie, Wo, Wann, Woher?). Für diese Fälle gibt es eben auch Fragen, mit denen du bestimmen kannst, in welchem Fall ein Substantiv steht. Du kannst somit also mit den Fragen, die die verschiedenen Fälle erfragt sind, Personen, Tiere oder Gefühle usw. bestimmen. Dies hilft dir beispielsweise beim Übersetzen. [2082,485,2285,504]
